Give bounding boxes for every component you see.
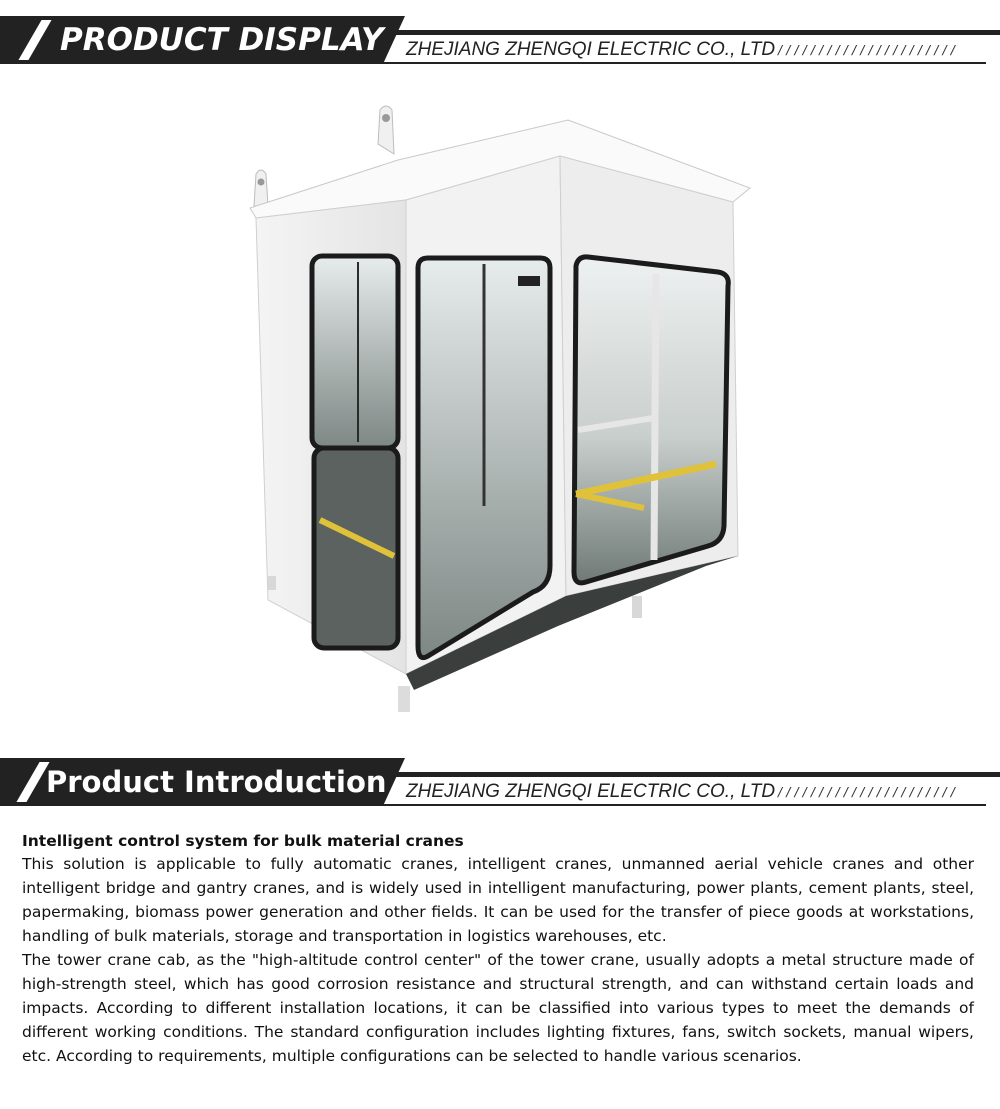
- banner-bottom-line: [381, 62, 986, 64]
- product-display-banner: [0, 16, 1000, 64]
- banner-company-name: ZHEJIANG ZHENGQI ELECTRIC CO., LTD: [406, 39, 776, 60]
- banner-title: PRODUCT DISPLAY: [60, 22, 384, 58]
- banner-top-line: [395, 772, 1000, 777]
- intro-paragraph-1: This solution is applicable to fully automatic cranes, intelligent cranes, unmanned aerial vehicle cranes and other intelligent bridge and gantry cranes, and is widely used in intelligent manufacturing, power plants, cement plants, steel, papermaking, biomass power generation and other fields. It can be used for the transfer of piece goods at workstations, handling of bulk materials, storage and transportation in logistics warehouses, etc.: [22, 855, 974, 945]
- product-introduction-banner: [0, 758, 1000, 806]
- product-introduction: [22, 830, 974, 1068]
- banner-company-name: ZHEJIANG ZHENGQI ELECTRIC CO., LTD: [406, 781, 776, 802]
- banner-top-line: [395, 30, 1000, 35]
- intro-paragraph-2: The tower crane cab, as the "high-altitude control center" of the tower crane, usually adopts a metal structure made of high-strength steel, which has good corrosion resistance and structural strength, and can withstand certain loads and impacts. According to different installation locations, it can be classified into various types to meet the demands of different working conditions. The standard configuration includes lighting fixtures, fans, switch sockets, manual wipers, etc. According to requirements, multiple configurations can be selected to handle various scenarios.: [22, 951, 974, 1065]
- banner-bottom-line: [381, 804, 986, 806]
- intro-heading: Intelligent control system for bulk material cranes: [22, 832, 464, 850]
- banner-hatch-decoration: //////////////////////: [777, 785, 958, 799]
- banner-title: Product Introduction: [46, 765, 387, 799]
- banner-hatch-decoration: //////////////////////: [777, 43, 958, 57]
- product-image: [228, 96, 773, 726]
